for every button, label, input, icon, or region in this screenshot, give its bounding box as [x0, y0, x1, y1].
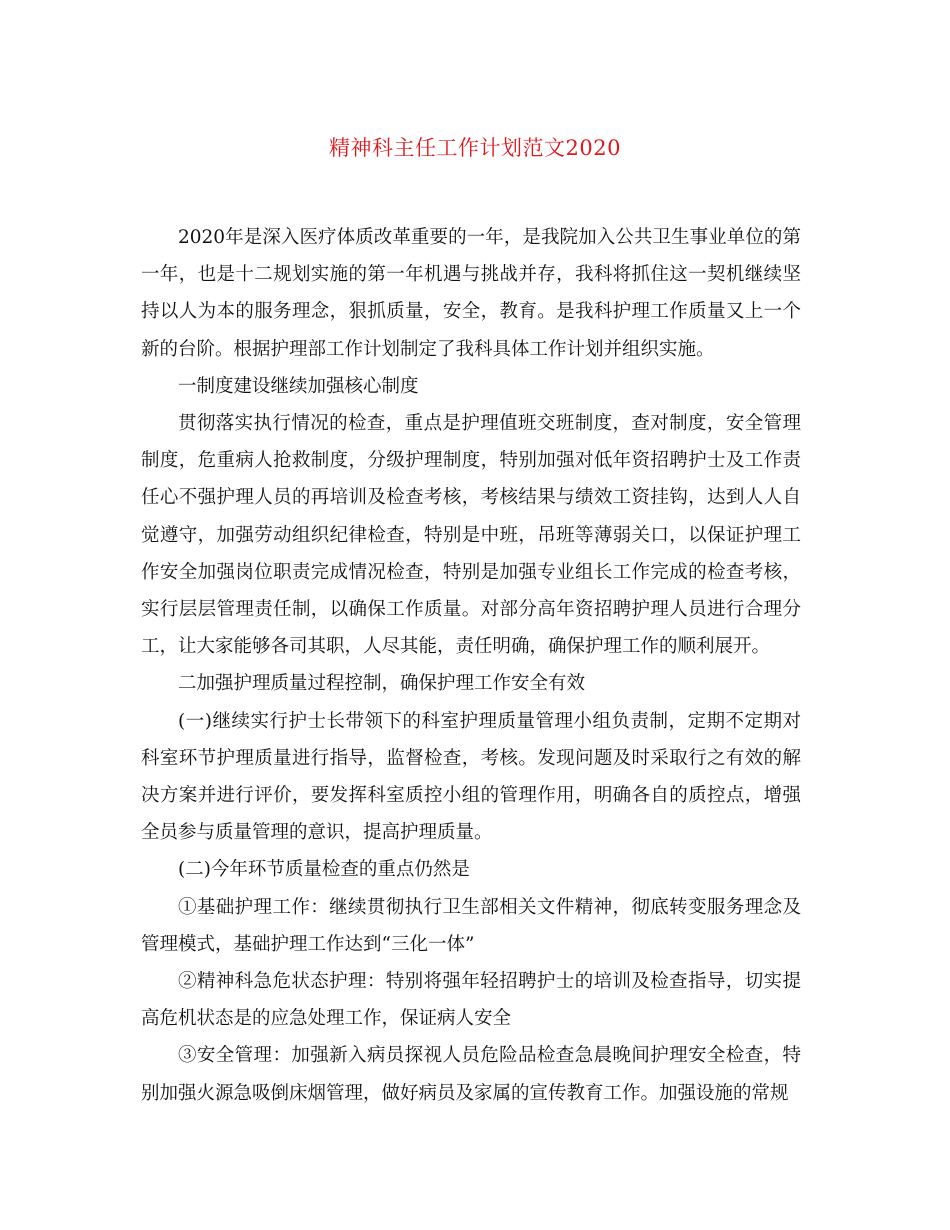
section-heading: 二加强护理质量过程控制，确保护理工作安全有效 — [178, 673, 586, 695]
list-item: ③安全管理：加强新入病员探视人员危险品检查急晨晚间护理安全检查，特别加强火源急吸倒床烟管理，做好病员及家属的宣传教育工作。加强设施的常规 — [141, 1045, 801, 1104]
paragraph: 贯彻落实执行情况的检查，重点是护理值班交班制度，查对制度，安全管理制度，危重病人抢救制度，分级护理制度，特别加强对低年资招聘护士及工作责任心不强护理人员的再培训及检查考核，考核结果与绩效工资挂钩，达到人人自觉遵守，加强劳动组织纪律检查，特别是中班，吊班等薄弱关口，以保证护理工作安全加强岗位职责完成情况检查，特别是加强专业组长工作完成的检查考核，实行层层管理责任制，以确保工作质量。对部分高年资招聘护理人员进行合理分工，让大家能够各司其职，人尽其能，责任明确，确保护理工作的顺利展开。 — [141, 413, 801, 658]
document-body — [141, 219, 801, 1112]
section-heading: 一制度建设继续加强核心制度 — [178, 375, 419, 397]
paragraph: 2020年是深入医疗体质改革重要的一年，是我院加入公共卫生事业单位的第一年，也是十二规划实施的第一年机遇与挑战并存，我科将抓住这一契机继续坚持以人为本的服务理念，狠抓质量，安全，教育。是我科护理工作质量又上一个新的台阶。根据护理部工作计划制定了我科具体工作计划并组织实施。 — [141, 227, 801, 360]
list-item: ②精神科急危状态护理：特别将强年轻招聘护士的培训及检查指导，切实提高危机状态是的应急处理工作，保证病人安全 — [141, 971, 801, 1030]
paragraph: (二)今年环节质量检查的重点仍然是 — [178, 859, 470, 881]
document-title: 精神科主任工作计划范文2020 — [329, 136, 621, 160]
list-item: ①基础护理工作：继续贯彻执行卫生部相关文件精神，彻底转变服务理念及管理模式，基础护理工作达到“三化一体” — [141, 896, 801, 955]
paragraph: (一)继续实行护士长带领下的科室护理质量管理小组负责制，定期不定期对科室环节护理质量进行指导，监督检查，考核。发现问题及时采取行之有效的解决方案并进行评价，要发挥科室质控小组的管理作用，明确各自的质控点，增强全员参与质量管理的意识，提高护理质量。 — [141, 710, 801, 844]
